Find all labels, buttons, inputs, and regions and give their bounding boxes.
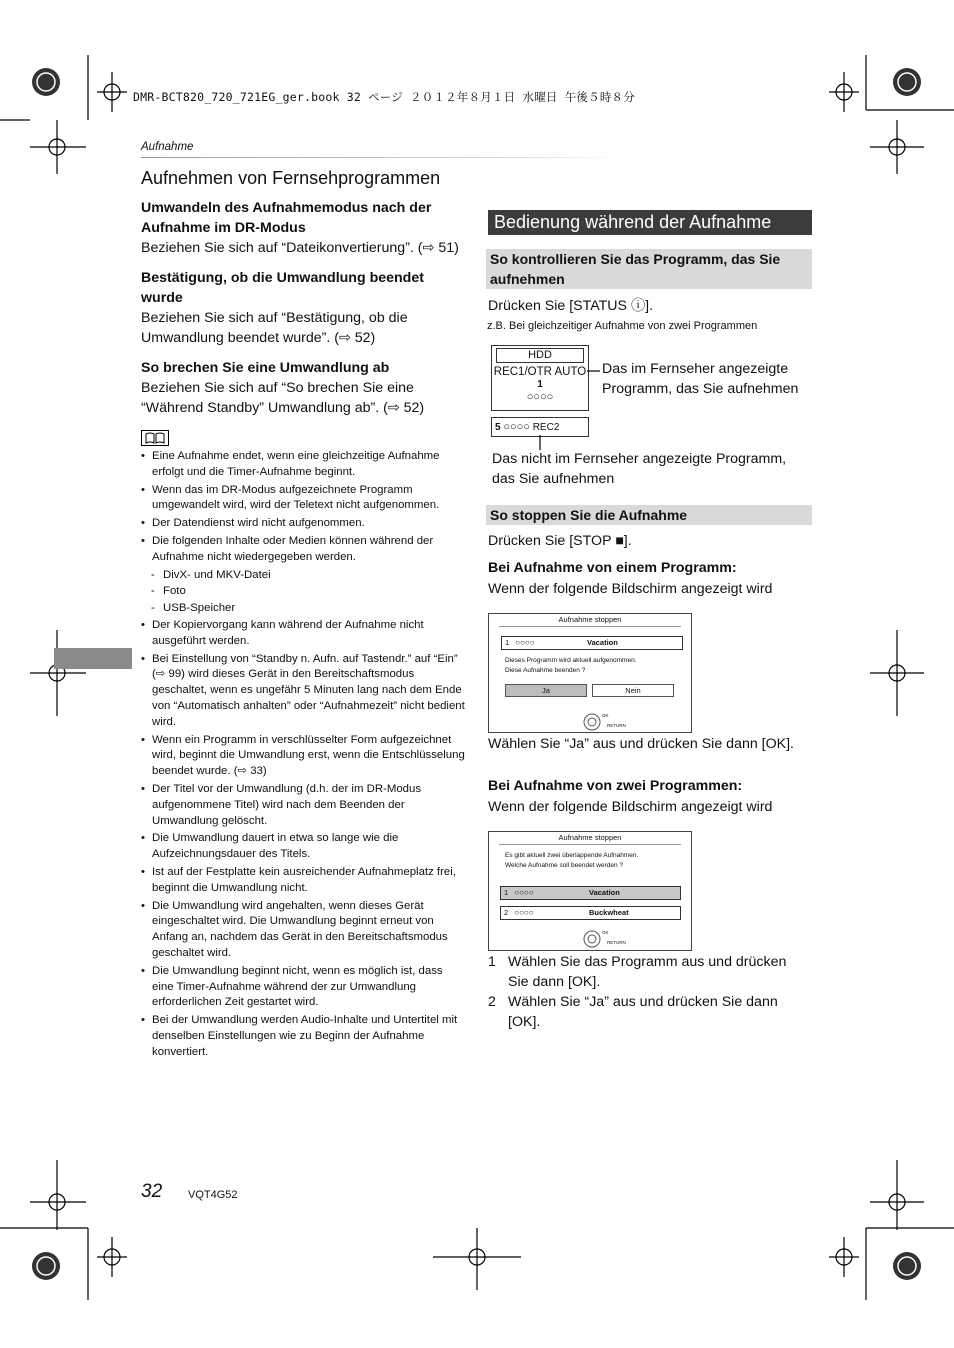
step-number: 2 bbox=[488, 994, 496, 1010]
sec2-heading: So stoppen Sie die Aufnahme bbox=[486, 505, 812, 525]
block-2-text: Beziehen Sie sich auf “Bestätigung, ob die Umwandlung beendet wurde”. (⇨ 52) bbox=[141, 310, 408, 346]
channel-circles: ○○○○ bbox=[526, 391, 554, 403]
screen2-ok: OK bbox=[602, 930, 609, 935]
screen1-row-name: Vacation bbox=[587, 638, 618, 647]
screen2-row1-name: Vacation bbox=[589, 888, 620, 897]
step-text: Wählen Sie das Programm aus und drücken Sie dann [OK]. bbox=[508, 954, 787, 990]
file-header: DMR-BCT820_720_721EG_ger.book 32 ページ ２０１２年８月１日 水曜日 午後５時８分 bbox=[133, 90, 635, 104]
note-item: • Ist auf der Festplatte kein ausreichender Aufnahmeplatz frei, beginnt die Umwandlung nicht. bbox=[141, 865, 466, 897]
screen1-row[interactable] bbox=[501, 636, 683, 650]
step-item bbox=[488, 952, 808, 992]
screen2-row2-circles: ○○○○ bbox=[514, 908, 534, 917]
callout-tv-program: Das im Fernseher angezeigte Programm, das Sie aufnehmen bbox=[602, 361, 799, 397]
note-item: • Die Umwandlung beginnt nicht, wenn es möglich ist, dass eine Timer-Aufnahme während der zur Umwandlung erforderlichen Zeit gestartet wird. bbox=[141, 964, 466, 1011]
step-text: Wählen Sie “Ja” aus und drücken Sie dann [OK]. bbox=[508, 994, 778, 1030]
screen1-ok: OK bbox=[602, 713, 609, 718]
note-item: • Der Titel vor der Umwandlung (d.h. der im DR-Modus aufgenommene Titel) wird nach dem Beenden der Umwandlung gelöscht. bbox=[141, 782, 466, 829]
sec1-example: z.B. Bei gleichzeitiger Aufnahme von zwei Programmen bbox=[487, 320, 758, 332]
one-program-heading: Bei Aufnahme von einem Programm: bbox=[488, 560, 737, 576]
note-subitem: - USB-Speicher bbox=[141, 601, 466, 617]
screen2-row2-name: Buckwheat bbox=[589, 908, 629, 917]
block-1-text: Beziehen Sie sich auf “Dateikonvertierung”. (⇨ 51) bbox=[141, 240, 459, 256]
screen1-row-circles: ○○○○ bbox=[515, 638, 535, 647]
note-item: • Eine Aufnahme endet, wenn eine gleichzeitige Aufnahme erfolgt und die Timer-Aufnahme beginnt. bbox=[141, 449, 466, 481]
note-subitem: - Foto bbox=[141, 584, 466, 600]
section-label: Aufnahme bbox=[141, 141, 194, 153]
screen1-msg2: Diese Aufnahme beenden ? bbox=[505, 667, 586, 674]
screen2-msg2: Welche Aufnahme soll beendet werden ? bbox=[505, 862, 624, 869]
yes-button[interactable]: Ja bbox=[505, 684, 587, 697]
rec2-label: REC2 bbox=[532, 422, 560, 433]
screen1-msg1: Dieses Programm wird aktuell aufgenommen. bbox=[505, 657, 637, 664]
note-item: • Der Datendienst wird nicht aufgenommen. bbox=[141, 516, 466, 532]
second-circles: ○○○○ bbox=[503, 421, 530, 433]
rec-label: REC1/OTR AUTO bbox=[493, 366, 587, 378]
two-program-text: Wenn der folgende Bildschirm angezeigt wird bbox=[488, 799, 773, 815]
note-item: • Wenn das im DR-Modus aufgezeichnete Programm umgewandelt wird, wird der Teletext nicht aufgenommen. bbox=[141, 483, 466, 515]
doc-code: VQT4G52 bbox=[188, 1189, 238, 1201]
sec1-heading: So kontrollieren Sie das Programm, das Sie aufnehmen bbox=[486, 249, 812, 289]
block-3-text: Beziehen Sie sich auf “So brechen Sie eine “Während Standby” Umwandlung ab”. (⇨ 52) bbox=[141, 380, 425, 416]
callout-non-tv-program: Das nicht im Fernseher angezeigte Programm, das Sie aufnehmen bbox=[492, 451, 787, 487]
channel-number: 1 bbox=[537, 379, 543, 390]
note-item: • Wenn ein Programm in verschlüsselter Form aufgezeichnet wird, beginnt die Umwandlung erst, wenn die Entschlüsselung beendet wurde. (⇨ 33) bbox=[141, 733, 466, 780]
no-button[interactable]: Nein bbox=[592, 684, 674, 697]
screen1-row-num: 1 bbox=[505, 638, 510, 647]
note-subitem: - DivX- und MKV-Datei bbox=[141, 568, 466, 584]
page-title: Aufnehmen von Fernsehprogrammen bbox=[141, 168, 441, 188]
hdd-label: HDD bbox=[496, 348, 584, 363]
block-1-heading: Umwandeln des Aufnahmemodus nach der Aufnahme im DR-Modus bbox=[141, 200, 432, 236]
one-program-text: Wenn der folgende Bildschirm angezeigt wird bbox=[488, 581, 773, 597]
screen2-return: RETURN bbox=[607, 940, 626, 945]
note-item: • Die Umwandlung wird angehalten, wenn dieses Gerät eingeschaltet wird. Die Umwandlung beginnt erneut von Anfang an, nachdem das Gerät in den Bereitschaftsmodus geschaltet wird. bbox=[141, 899, 466, 962]
sec1-press: Drücken Sie [STATUS ⓘ]. bbox=[488, 298, 654, 314]
step-item bbox=[488, 992, 808, 1032]
screen2-title: Aufnahme stoppen bbox=[499, 832, 681, 845]
steps-list bbox=[488, 952, 808, 1032]
screen2-row2-num: 2 bbox=[504, 908, 509, 917]
page-number: 32 bbox=[141, 1181, 163, 1202]
second-num: 5 bbox=[495, 422, 501, 433]
note-item: • Bei Einstellung von “Standby n. Aufn. auf Tastendr.” auf “Ein” (⇨ 99) wird dieses Gerät in den Bereitschaftsmodus geschaltet, wenn es ungefähr 5 Minuten lang nach dem Ende von “Automatisch anhalten” oder “Aufnahmezeit” nicht bedient wird. bbox=[141, 652, 466, 731]
screen2-row1-circles: ○○○○ bbox=[514, 888, 534, 897]
note-item: • Der Kopiervorgang kann während der Aufnahme nicht ausgeführt werden. bbox=[141, 618, 466, 650]
screen2-row1-num: 1 bbox=[504, 888, 509, 897]
note-item: • Die Umwandlung dauert in etwa so lange wie die Aufzeichnungsdauer des Titels. bbox=[141, 831, 466, 863]
screen1-title: Aufnahme stoppen bbox=[499, 614, 681, 627]
screen2-row-1[interactable] bbox=[500, 886, 681, 900]
right-title: Bedienung während der Aufnahme bbox=[488, 210, 812, 235]
block-3-heading: So brechen Sie eine Umwandlung ab bbox=[141, 360, 390, 376]
note-item: • Bei der Umwandlung werden Audio-Inhalte und Untertitel mit denselben Einstellungen wie zu Beginn der Aufnahme konvertiert. bbox=[141, 1013, 466, 1060]
note-item: • Die folgenden Inhalte oder Medien können während der Aufnahme nicht wiedergegeben werden. bbox=[141, 534, 466, 566]
screen2-row-2[interactable] bbox=[500, 906, 681, 920]
stop-screen-single bbox=[488, 613, 692, 733]
two-program-heading: Bei Aufnahme von zwei Programmen: bbox=[488, 778, 743, 794]
block-2-heading: Bestätigung, ob die Umwandlung beendet wurde bbox=[141, 270, 424, 306]
sec2-press: Drücken Sie [STOP ■]. bbox=[488, 533, 632, 549]
ok-dial-icon bbox=[582, 712, 602, 732]
step-number: 1 bbox=[488, 954, 496, 970]
after-screen1-text: Wählen Sie “Ja” aus und drücken Sie dann [OK]. bbox=[488, 736, 794, 752]
stop-screen-double bbox=[488, 831, 692, 951]
ok-dial-icon bbox=[582, 929, 602, 949]
screen1-return: RETURN bbox=[607, 723, 626, 728]
screen2-msg1: Es gibt aktuell zwei überlappende Aufnahmen. bbox=[505, 852, 639, 859]
